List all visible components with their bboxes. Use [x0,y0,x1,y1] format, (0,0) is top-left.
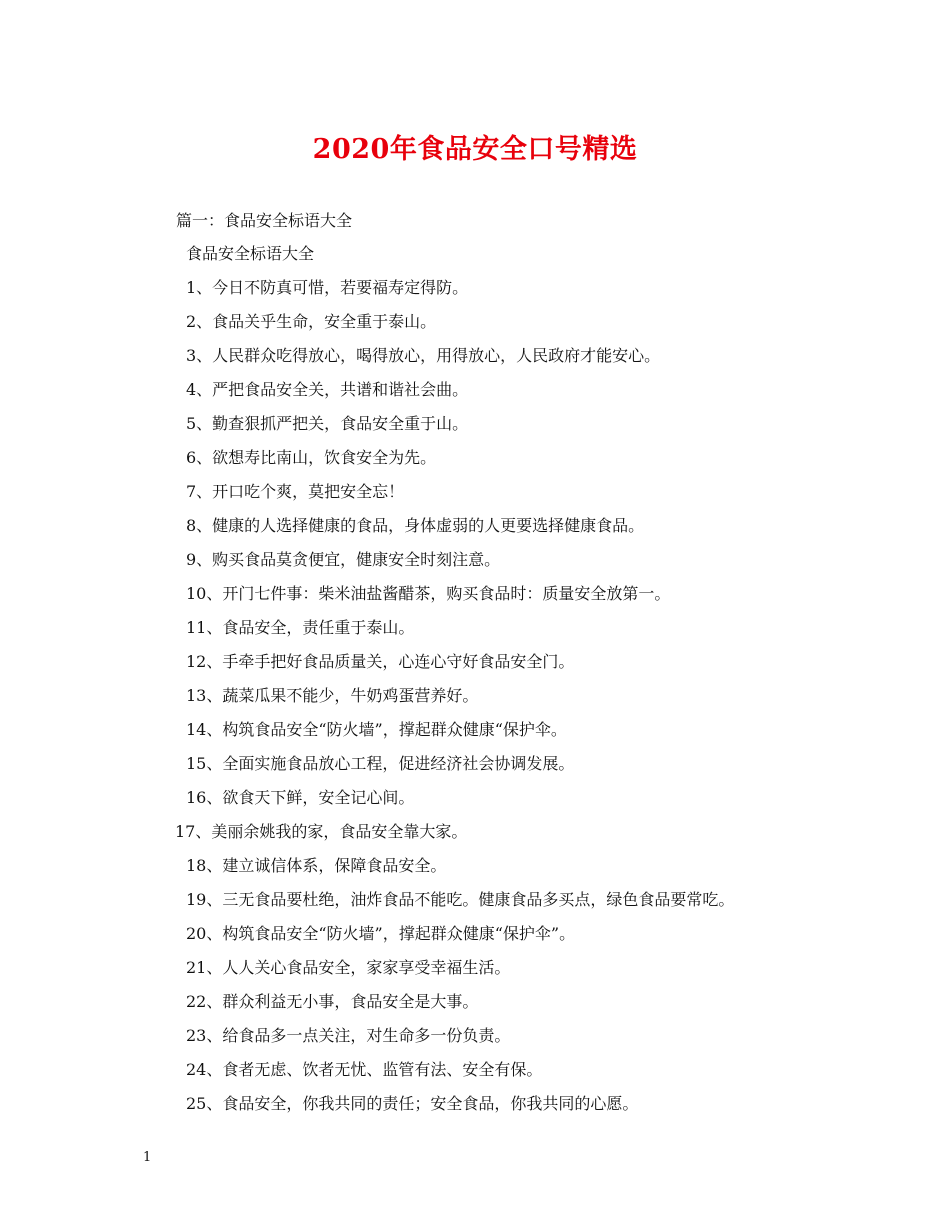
list-item: 24、食者无虑、饮者无忧、监管有法、安全有保。 [186,1060,543,1079]
list-item: 5、勤查狠抓严把关，食品安全重于山。 [186,414,469,433]
list-item: 7、开口吃个爽，莫把安全忘！ [186,482,405,501]
list-item: 8、健康的人选择健康的食品，身体虚弱的人更要选择健康食品。 [186,516,645,535]
list-item: 23、给食品多一点关注，对生命多一份负责。 [186,1026,511,1045]
list-item: 12、手牵手把好食品质量关，心连心守好食品安全门。 [186,652,575,671]
list-item: 3、人民群众吃得放心，喝得放心，用得放心，人民政府才能安心。 [186,346,661,365]
list-item: 22、群众利益无小事，食品安全是大事。 [186,992,479,1011]
document-title: 2020年食品安全口号精选 [312,134,638,165]
list-item: 16、欲食天下鲜，安全记心间。 [186,788,415,807]
list-item: 20、构筑食品安全“防火墙”，撑起群众健康“保护伞”。 [186,924,576,943]
list-item: 21、人人关心食品安全，家家享受幸福生活。 [186,958,511,977]
list-item: 19、三无食品要杜绝，油炸食品不能吃。健康食品多买点，绿色食品要常吃。 [186,890,735,909]
list-item: 2、食品关乎生命，安全重于泰山。 [186,312,437,331]
list-item: 25、食品安全，你我共同的责任；安全食品，你我共同的心愿。 [186,1094,639,1113]
list-item: 11、食品安全，责任重于泰山。 [186,618,415,637]
list-item: 17、美丽余姚我的家，食品安全靠大家。 [175,822,468,841]
sub-heading: 食品安全标语大全 [186,244,315,263]
list-item: 9、购买食品莫贪便宜，健康安全时刻注意。 [186,550,501,569]
list-item: 18、建立诚信体系，保障食品安全。 [186,856,447,875]
list-item: 15、全面实施食品放心工程，促进经济社会协调发展。 [186,754,575,773]
section-heading: 篇一：食品安全标语大全 [176,211,353,230]
list-item: 13、蔬菜瓜果不能少，牛奶鸡蛋营养好。 [186,686,479,705]
slogan-list [0,275,950,1125]
list-item: 14、构筑食品安全“防火墙”，撑起群众健康“保护伞。 [186,720,567,739]
list-item: 6、欲想寿比南山，饮食安全为先。 [186,448,437,467]
list-item: 4、严把食品安全关，共谱和谐社会曲。 [186,380,469,399]
list-item: 1、今日不防真可惜，若要福寿定得防。 [186,278,469,297]
page-number: 1 [143,1150,152,1165]
list-item: 10、开门七件事：柴米油盐酱醋茶，购买食品时：质量安全放第一。 [186,584,671,603]
